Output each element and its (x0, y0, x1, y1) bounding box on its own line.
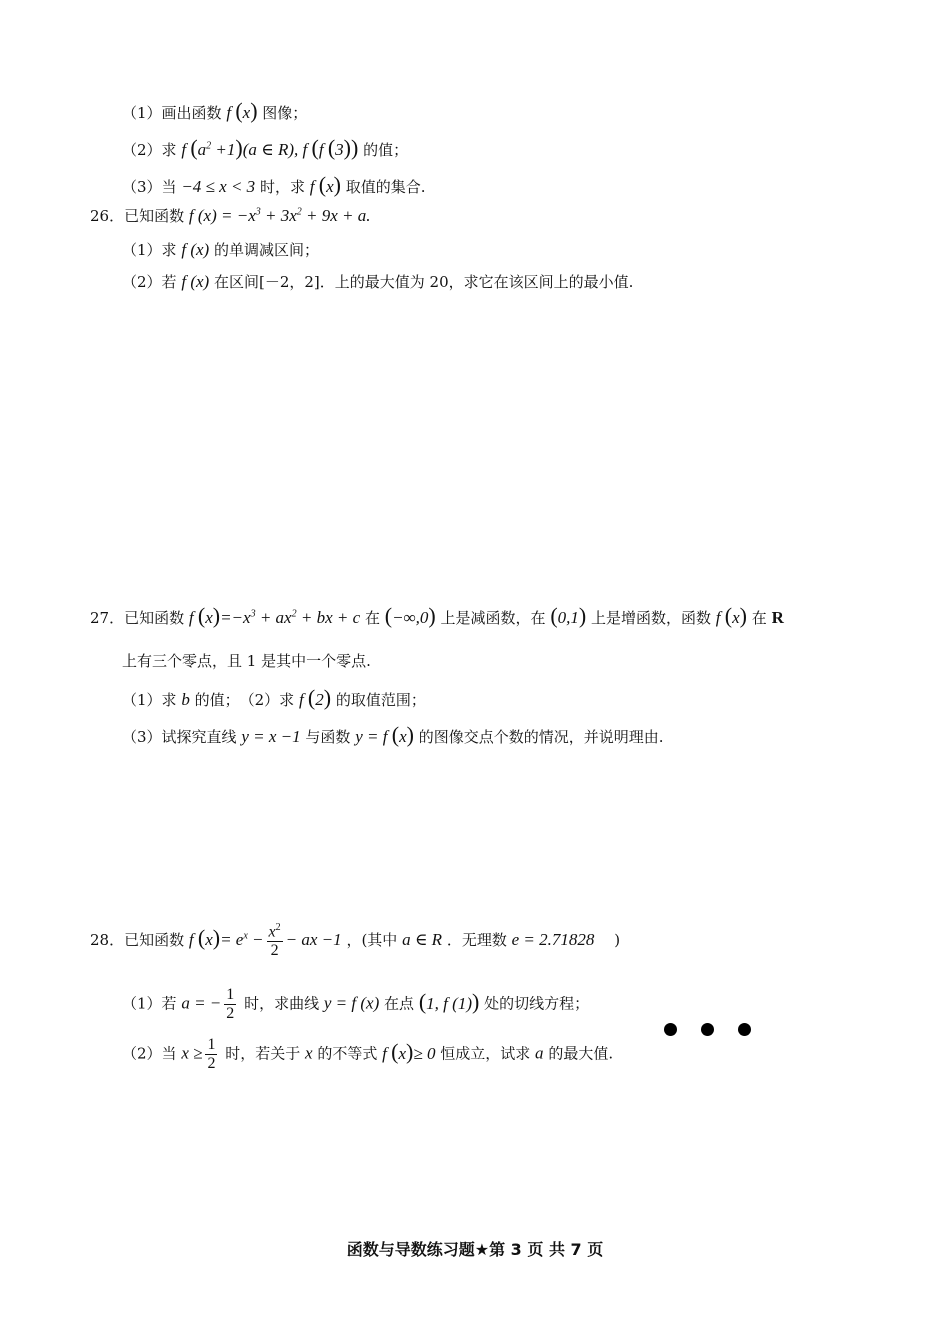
q26-part2-text: （2）若 (122, 273, 177, 291)
q27-line2-text: 上有三个零点，且 1 是其中一个零点. (122, 652, 371, 670)
q27-line2 (122, 650, 371, 671)
q25-part2-text: （2）求 (122, 141, 177, 159)
q27-part3-tail: 的图像交点个数的情况，并说明理由. (418, 728, 664, 746)
formula: f (x) (715, 603, 747, 628)
q25-part3 (122, 172, 426, 198)
formula: f $(x)=-x^3 + ax^2$ + bx + c (188, 603, 361, 628)
formula: x ≥ (181, 1043, 203, 1063)
ellipsis-dot-icon (738, 1023, 751, 1036)
formula: f (x) (309, 172, 341, 197)
q27-part3-mid: 与函数 (305, 728, 351, 746)
q26-stem (90, 205, 371, 226)
formula: f (x) (181, 272, 210, 291)
q28-part1-mid: 时，求曲线 (244, 994, 320, 1013)
q28-number: 28．已知函数 (90, 931, 185, 950)
q27-text-3: 上是增函数，函数 (591, 609, 712, 627)
q26-part2-tail: 在区间[－2，2]．上的最大值为 20，求它在该区间上的最小值. (213, 273, 634, 291)
formula: y = f (x) (355, 722, 414, 747)
q25-part3-text: （3）当 (122, 178, 177, 196)
q25-part3-mid: 时，求 (259, 178, 305, 196)
q27-text-2: 上是减函数，在 (440, 609, 546, 627)
q28-part1-tail: 处的切线方程； (484, 994, 590, 1013)
q27-part3-text: （3）试探究直线 (122, 728, 237, 746)
q26-part1-text: （1）求 (122, 241, 177, 259)
q27-text-1: 在 (364, 609, 380, 627)
q26-part2 (122, 271, 633, 292)
q28-part1 (122, 987, 589, 1022)
q28-text-2: ．无理数 (446, 931, 507, 950)
q28-text-3: ) (599, 931, 621, 950)
fraction: $\frac{1}{2}$ (207, 1036, 216, 1072)
q27-part2-text: 的值； （2）求 (194, 691, 295, 709)
q27-number: 27．已知函数 (90, 609, 185, 627)
formula: f (2) (298, 685, 332, 710)
q28-part2-tail: 的最大值. (548, 1044, 614, 1063)
formula: y = f (x) (323, 993, 380, 1013)
formula: f (x) (226, 98, 258, 123)
q27-part1-text: （1）求 (122, 691, 177, 709)
q28-part2-mid: 时，若关于 (225, 1044, 301, 1063)
fraction: $\frac{x^2}{2}$ (268, 922, 281, 960)
formula: b (181, 690, 190, 709)
q28-part2-text: （2）当 (122, 1044, 177, 1063)
formula: (0,1) (550, 603, 587, 628)
euler-number-value: e = 2.71828 (511, 930, 595, 950)
formula: a (535, 1043, 544, 1063)
q28-part2 (122, 1037, 613, 1072)
formula: a ∈ R (402, 930, 443, 950)
formula: f $(a^2 +1)(a$ ∈ R), f (f (3)) (181, 135, 359, 160)
formula: f $(x) = -x^3 + 3x^2 + 9x + a$. (188, 206, 371, 225)
q26-part1-tail: 的单调减区间； (213, 241, 319, 259)
ellipsis-dot-icon (664, 1023, 677, 1036)
formula: − ax −1 (285, 930, 342, 950)
q27-part1-2 (122, 685, 426, 711)
q25-part1 (122, 98, 307, 124)
formula: a = − (181, 993, 222, 1013)
formula: x (305, 1043, 313, 1063)
q26-part1 (122, 239, 319, 260)
q28-part2-mid2: 的不等式 (317, 1044, 378, 1063)
formula: f (x) (181, 240, 210, 259)
q25-part1-text: （1）画出函数 (122, 104, 222, 122)
formula: (−∞,0) (384, 603, 436, 628)
q25-part2 (122, 135, 408, 161)
formula: (1, f (1)) (418, 988, 480, 1014)
q28-part1-text: （1）若 (122, 994, 177, 1013)
q28-part1-mid2: 在点 (384, 994, 415, 1013)
formula: f $(x)= e^x$ − (188, 925, 264, 951)
q28-part2-mid3: 恒成立，试求 (440, 1044, 531, 1063)
q26-number: 26．已知函数 (90, 207, 185, 225)
q27-part3 (122, 722, 664, 748)
formula: y = x −1 (241, 727, 301, 746)
q28-text-1: ，(其中 (346, 931, 398, 950)
fraction: $\frac{1}{2}$ (226, 986, 235, 1022)
q28-stem (90, 923, 620, 959)
q25-part1-tail: 图像； (262, 104, 308, 122)
q25-part2-tail: 的值； (363, 141, 409, 159)
ellipsis-dot-icon (701, 1023, 714, 1036)
page-footer: 函数与导数练习题★第 3 页 共 7 页 (346, 1240, 604, 1259)
q27-part2-tail: 的取值范围； (335, 691, 426, 709)
q25-part3-tail: 取值的集合. (345, 178, 426, 196)
q27-text-4: 在 (751, 609, 767, 627)
real-set-symbol: R (771, 608, 784, 627)
formula: f (x)≥ 0 (382, 1038, 436, 1064)
formula: −4 ≤ x < 3 (181, 177, 256, 196)
q27-stem (90, 603, 784, 629)
